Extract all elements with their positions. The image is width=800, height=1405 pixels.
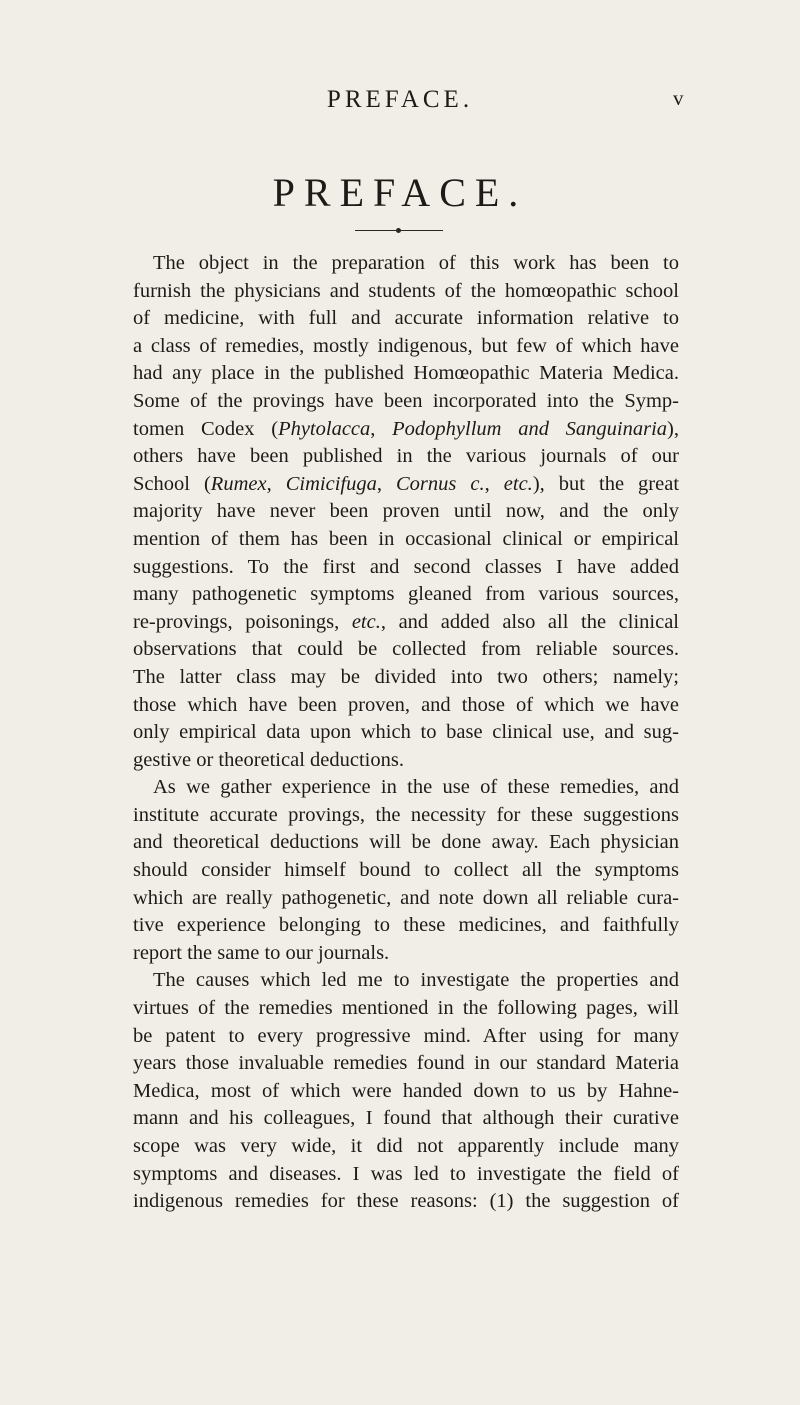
text-line: gestive or theoretical deductions. [133,748,404,771]
page-title: PREFACE. [272,170,528,215]
text-line: The latter class may be divided into two others; namely; [133,665,679,688]
text-line: tomen Codex (Phytolacca, Podophyllum and Sanguinaria), [133,417,679,440]
text-line: Some of the provings have been incorporated into the Symp- [133,389,679,412]
text-line: As we gather experience in the use of these remedies, and [153,776,679,799]
text-line: The object in the preparation of this work has been to [153,252,679,274]
text-line: majority have never been proven until now, and the only [133,500,679,523]
text-line: symptoms and diseases. I was led to investigate the field of [133,1162,679,1185]
text-line: many pathogenetic symptoms gleaned from various sources, [133,583,679,606]
title-ornament [355,228,443,234]
ornament-dot [396,228,401,233]
text-line: scope was very wide, it did not apparently include many [133,1135,679,1157]
text-line: tive experience belonging to these medicines, and faithfully [133,914,679,937]
text-line: years those invaluable remedies found in our standard Materia [133,1052,679,1075]
text-line: had any place in the published Homœopathic Materia Medica. [133,362,679,385]
text-line: should consider himself bound to collect all the symptoms [133,859,679,882]
text-line: suggestions. To the first and second classes I have added [133,555,679,578]
text-line: be patent to every progressive mind. After using for many [133,1024,679,1047]
text-line: a class of remedies, mostly indigenous, but few of which have [133,334,679,357]
text-line: indigenous remedies for these reasons: (1) the suggestion of [133,1190,679,1213]
text-line: institute accurate provings, the necessity for these suggestions [133,803,679,826]
text-line: those which have been proven, and those of which we have [133,693,679,716]
text-line: which are really pathogenetic, and note down all reliable cura- [133,886,679,909]
preface-body [133,250,679,1216]
text-line: mention of them has been in occasional clinical or empirical [133,527,679,550]
text-line: furnish the physicians and students of the homœopathic school [133,279,679,302]
text-line: observations that could be collected from reliable sources. [133,638,679,661]
text-line: and theoretical deductions will be done away. Each physician [133,831,679,854]
text-line: virtues of the remedies mentioned in the following pages, will [133,997,679,1020]
running-head: PREFACE. [326,86,474,113]
text-line: only empirical data upon which to base clinical use, and sug- [133,721,679,744]
page-number: v [673,86,685,110]
text-line: of medicine, with full and accurate information relative to [133,307,679,330]
text-line: mann and his colleagues, I found that although their curative [133,1107,679,1130]
text-line: re-provings, poisonings, etc., and added also all the clinical [133,610,679,633]
text-line: The causes which led me to investigate the properties and [153,969,679,992]
text-line: School (Rumex, Cimicifuga, Cornus c., etc.), but the great [133,472,680,495]
text-line: report the same to our journals. [133,941,390,964]
text-line: Medica, most of which were handed down to us by Hahne- [133,1079,679,1102]
text-line: others have been published in the various journals of our [133,445,679,468]
